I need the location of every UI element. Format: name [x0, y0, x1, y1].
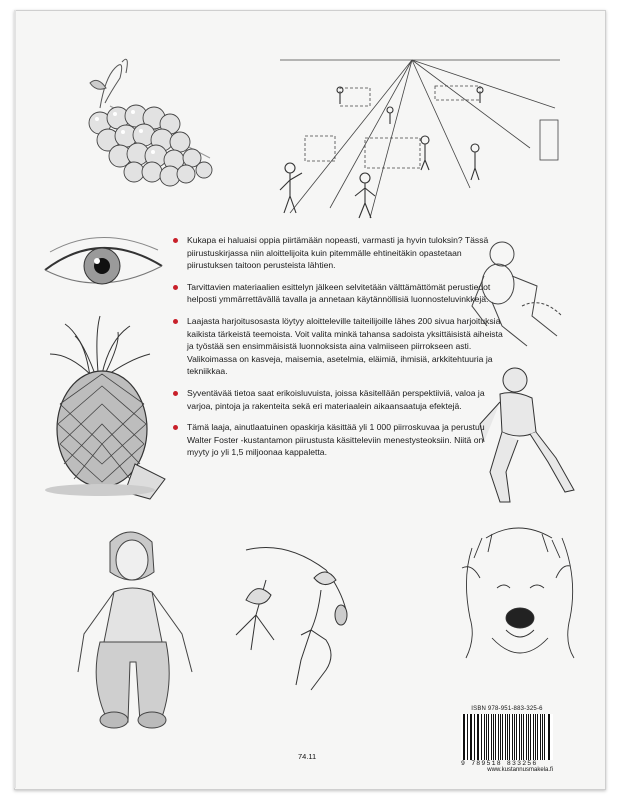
barcode-icon: [461, 714, 553, 760]
bullet-icon: [173, 425, 178, 430]
paragraph-text: Laajasta harjoitusosasta löytyy aloitteleville taiteilijoille lähes 200 sivua harjoituksia kaikista tärkeistä teemoista. Voit valita minkä tahansa sadoista yksittäisistä aiheista ja työstää sen ensimmäisistä luonnoksista aina valmiiseen piirrokseen asti. Valikoimassa on kasveja, maisemia, asetelmia, eläimiä, ihmisiä, arkkitehtuuria ja tekniikkaa.: [187, 315, 503, 377]
pineapple-sketch: [40, 314, 170, 504]
spine-edge: [14, 10, 16, 788]
blurb-text-block: [173, 234, 503, 468]
paragraph-text: Syventävää tietoa saat erikoisluvuista, joissa käsitellään perspektiiviä, valoa ja varjoa, pintoja ja rakenteita sekä eri materiaalein aikaansaatuja efektejä.: [187, 387, 485, 411]
bullet-icon: [173, 391, 178, 396]
fuchsia-flower-sketch: [226, 540, 366, 700]
dog-sketch: [452, 518, 587, 668]
blurb-paragraph: [173, 234, 503, 272]
blurb-paragraph: [173, 281, 503, 306]
eye-sketch: [40, 232, 170, 302]
bullet-icon: [173, 238, 178, 243]
paragraph-text: Kukapa ei haluaisi oppia piirtämään nopeasti, varmasti ja hyvin tuloksin? Tässä piirustuskirjassa niin aloittelijoita kuin pitemmälle ehtineitäkin opastetaan piirustuksen taitoon perusteista lähtien.: [187, 235, 489, 271]
barcode-stripe: [528, 714, 529, 760]
barcode-stripe: [471, 714, 472, 760]
blurb-paragraph: [173, 421, 503, 459]
perspective-figures-sketch: [270, 48, 570, 228]
price-code: 74.11: [298, 752, 317, 761]
paragraph-text: Tämä laaja, ainutlaatuinen opaskirja käsittää yli 1 000 piirroskuvaa ja perustuu Walter Foster -kustantamon piirustusta käsitteleviin menestysteoksiin. Niitä on myyty jo yli 1,5 miljoonaa kappaletta.: [187, 422, 485, 458]
isbn-label: ISBN 978-951-883-325-6: [471, 706, 543, 712]
bullet-icon: [173, 319, 178, 324]
barcode-area: [461, 706, 553, 776]
blurb-paragraph: [173, 315, 503, 378]
blurb-paragraph: [173, 387, 503, 412]
barcode-stripe: [512, 714, 513, 760]
paragraph-text: Tarvittavien materiaalien esittelyn jälkeen selvitetään välttämättömät perustiedot helposti ymmärrettävällä tavalla ja annetaan käytännöllisiä luonnosteluvinkkejä.: [187, 281, 491, 305]
grapes-sketch: [60, 48, 220, 198]
publisher-website: www.kustannusmakela.fi: [487, 767, 553, 773]
bullet-icon: [173, 285, 178, 290]
seated-woman-sketch: [70, 522, 210, 732]
ean-number: 9 789518 833256: [461, 760, 538, 767]
barcode-stripe: [488, 714, 489, 760]
